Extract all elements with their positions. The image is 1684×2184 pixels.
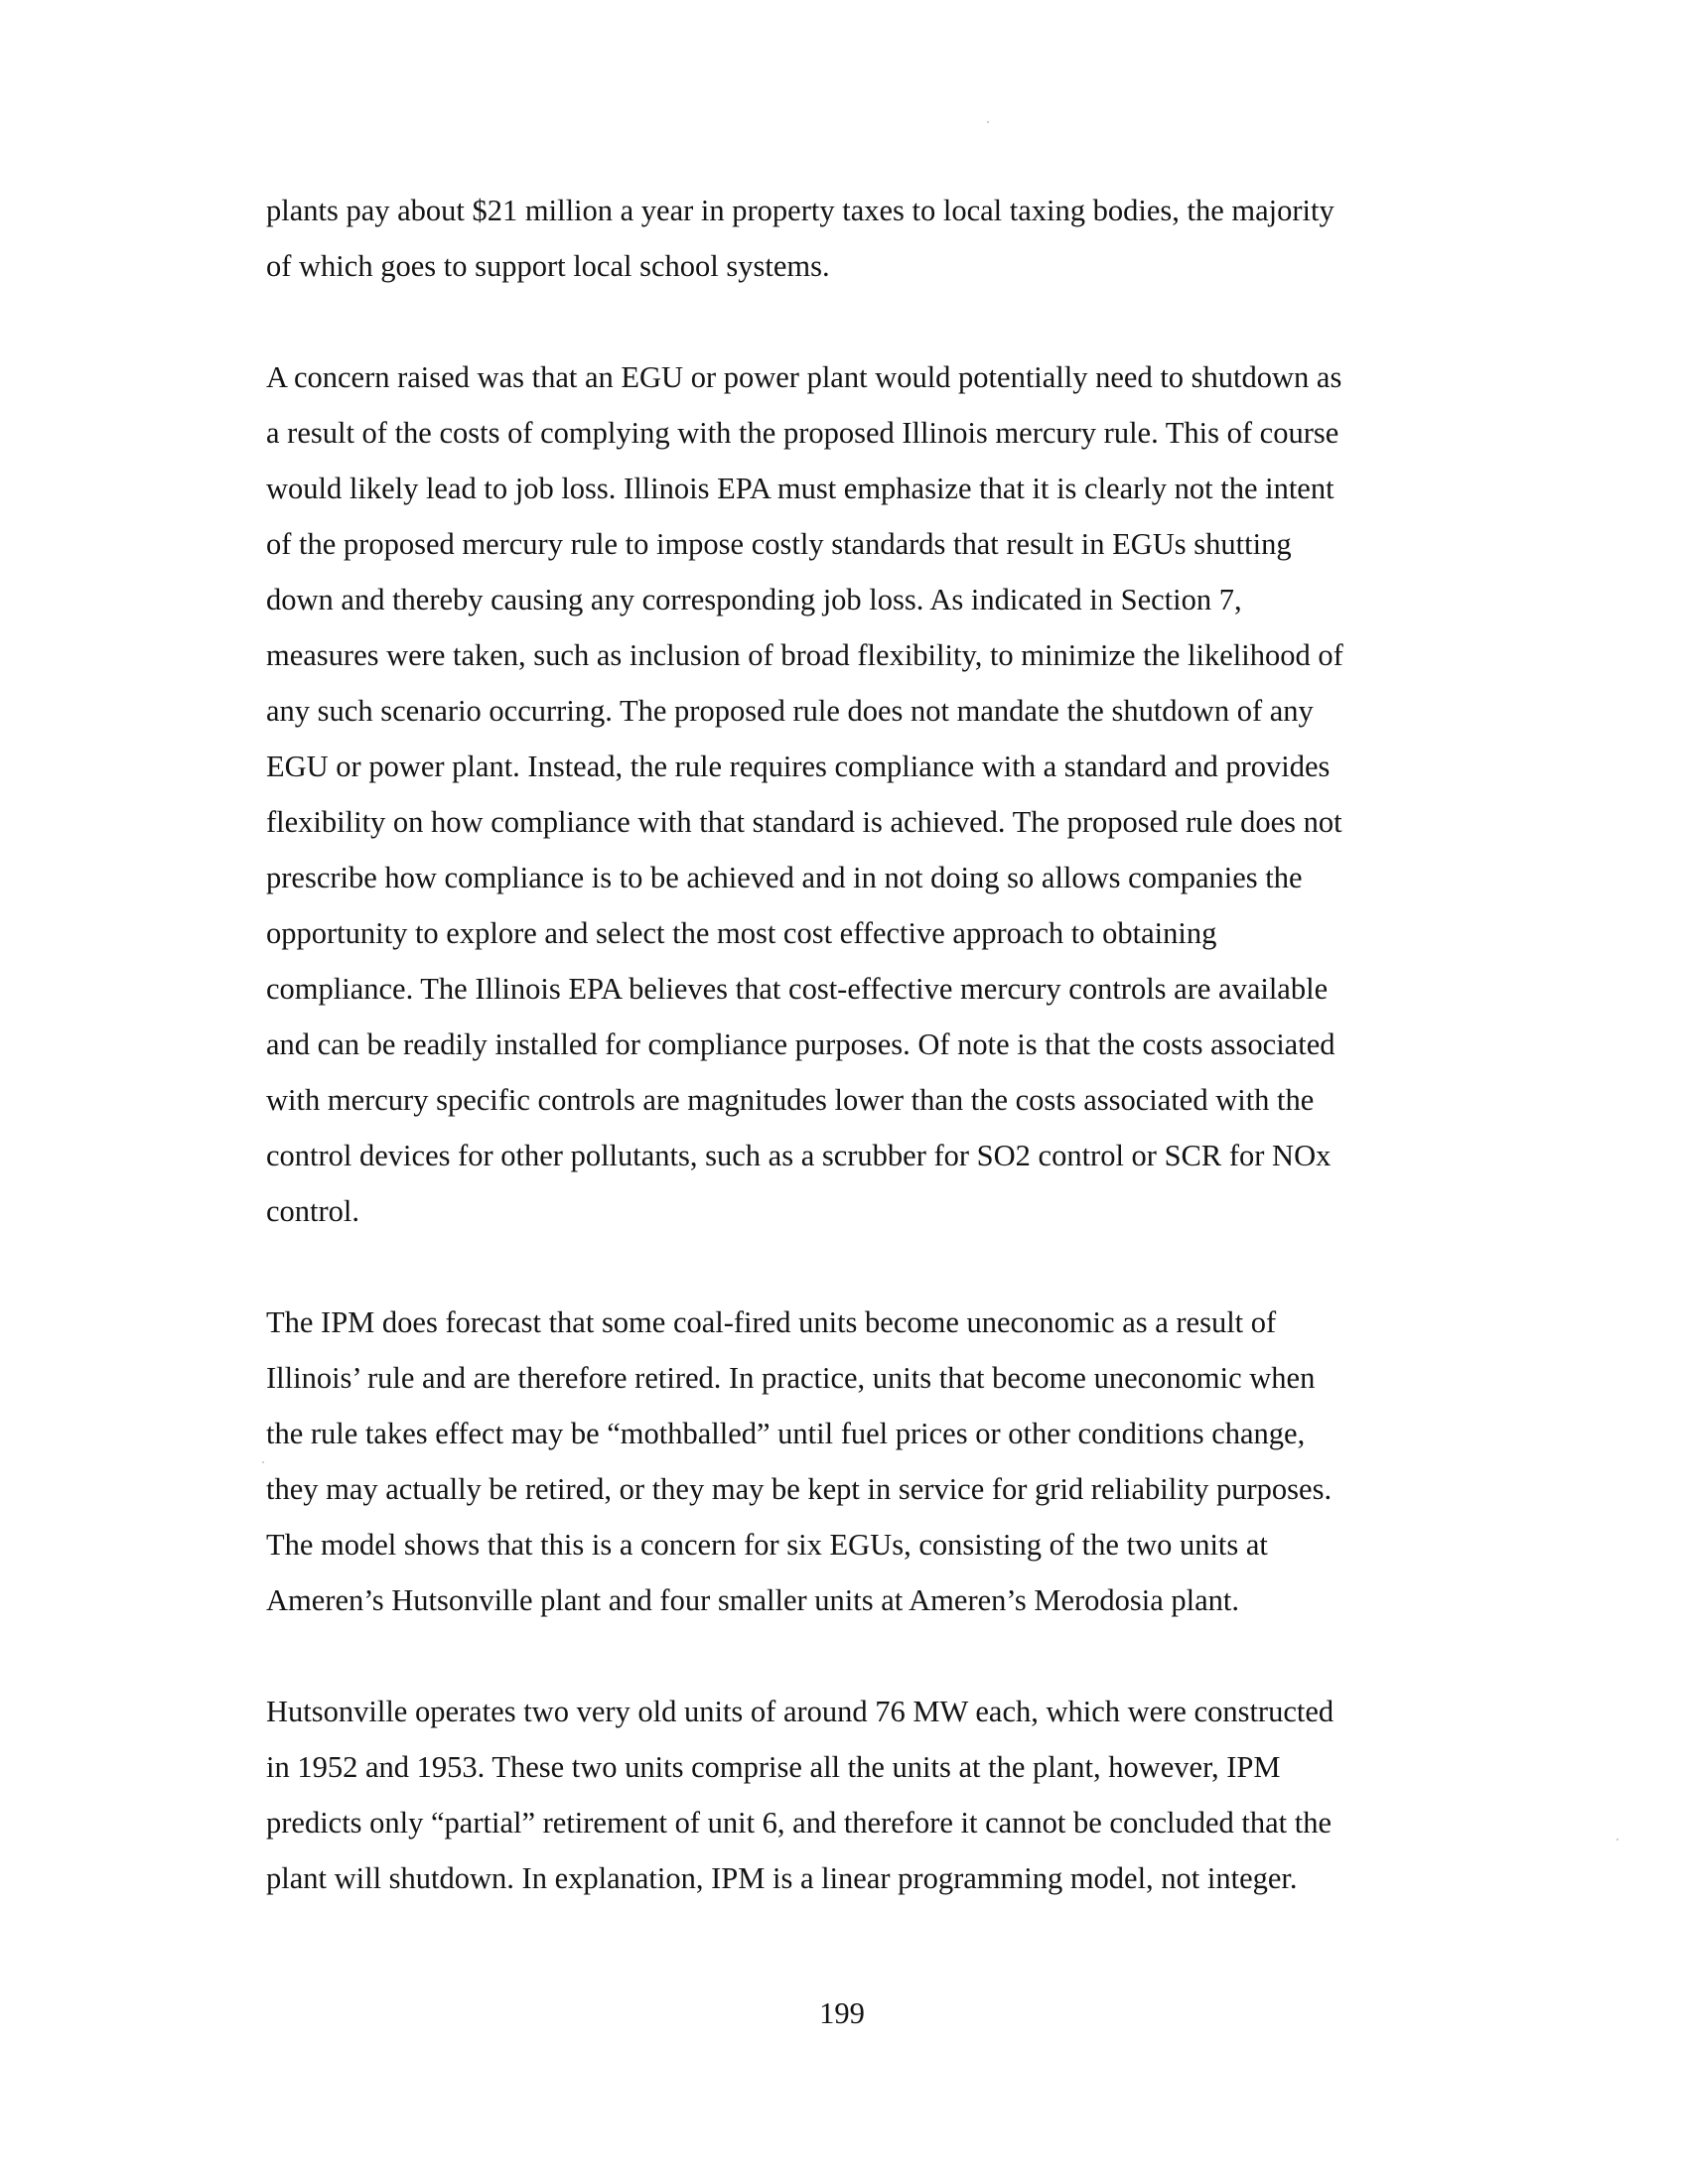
text-line: flexibility on how compliance with that standard is achieved. The proposed rule does not bbox=[266, 805, 1342, 839]
text-line: EGU or power plant. Instead, the rule requires compliance with a standard and provides bbox=[266, 750, 1331, 783]
text-line: opportunity to explore and select the most cost effective approach to obtaining bbox=[266, 916, 1217, 950]
text-line: the rule takes effect may be “mothballed” until fuel prices or other conditions change, bbox=[266, 1417, 1306, 1450]
text-line: down and thereby causing any corresponding job loss. As indicated in Section 7, bbox=[266, 583, 1242, 616]
text-line: The IPM does forecast that some coal-fired units become uneconomic as a result of bbox=[266, 1305, 1277, 1339]
text-line: compliance. The Illinois EPA believes that cost-effective mercury controls are available bbox=[266, 972, 1329, 1006]
text-line: Hutsonville operates two very old units of around 76 MW each, which were constructed bbox=[266, 1695, 1334, 1728]
text-line: measures were taken, such as inclusion of broad flexibility, to minimize the likelihood of bbox=[266, 638, 1343, 672]
text-line: The model shows that this is a concern for six EGUs, consisting of the two units at bbox=[266, 1528, 1268, 1562]
text-line: Illinois’ rule and are therefore retired. In practice, units that become uneconomic when bbox=[266, 1361, 1316, 1395]
text-line: Ameren’s Hutsonville plant and four smaller units at Ameren’s Merodosia plant. bbox=[266, 1583, 1240, 1617]
text-line: plants pay about $21 million a year in property taxes to local taxing bodies, the majority bbox=[266, 194, 1334, 227]
text-line: would likely lead to job loss. Illinois EPA must emphasize that it is clearly not the intent bbox=[266, 472, 1334, 505]
text-line: control. bbox=[266, 1194, 360, 1228]
text-line: control devices for other pollutants, such as a scrubber for SO2 control or SCR for NOx bbox=[266, 1139, 1332, 1172]
text-line: of the proposed mercury rule to impose costly standards that result in EGUs shutting bbox=[266, 527, 1292, 561]
page-number: 199 bbox=[819, 1996, 865, 2030]
text-line: a result of the costs of complying with the proposed Illinois mercury rule. This of course bbox=[266, 416, 1339, 450]
scan-speck bbox=[1616, 1839, 1618, 1841]
text-line: plant will shutdown. In explanation, IPM is a linear programming model, not integer. bbox=[266, 1861, 1298, 1895]
text-line: any such scenario occurring. The proposed rule does not mandate the shutdown of any bbox=[266, 694, 1314, 728]
text-line: of which goes to support local school systems. bbox=[266, 249, 830, 283]
text-line: predicts only “partial” retirement of unit 6, and therefore it cannot be concluded that the bbox=[266, 1806, 1333, 1840]
text-line: and can be readily installed for compliance purposes. Of note is that the costs associated bbox=[266, 1027, 1335, 1061]
text-line: they may actually be retired, or they may be kept in service for grid reliability purposes. bbox=[266, 1472, 1333, 1506]
scan-speck bbox=[262, 1461, 264, 1463]
scan-speck bbox=[987, 121, 989, 123]
text-line: A concern raised was that an EGU or power plant would potentially need to shutdown as bbox=[266, 360, 1342, 394]
text-line: with mercury specific controls are magnitudes lower than the costs associated with the bbox=[266, 1083, 1315, 1117]
text-line: in 1952 and 1953. These two units comprise all the units at the plant, however, IPM bbox=[266, 1750, 1281, 1784]
text-line: prescribe how compliance is to be achieved and in not doing so allows companies the bbox=[266, 861, 1303, 894]
